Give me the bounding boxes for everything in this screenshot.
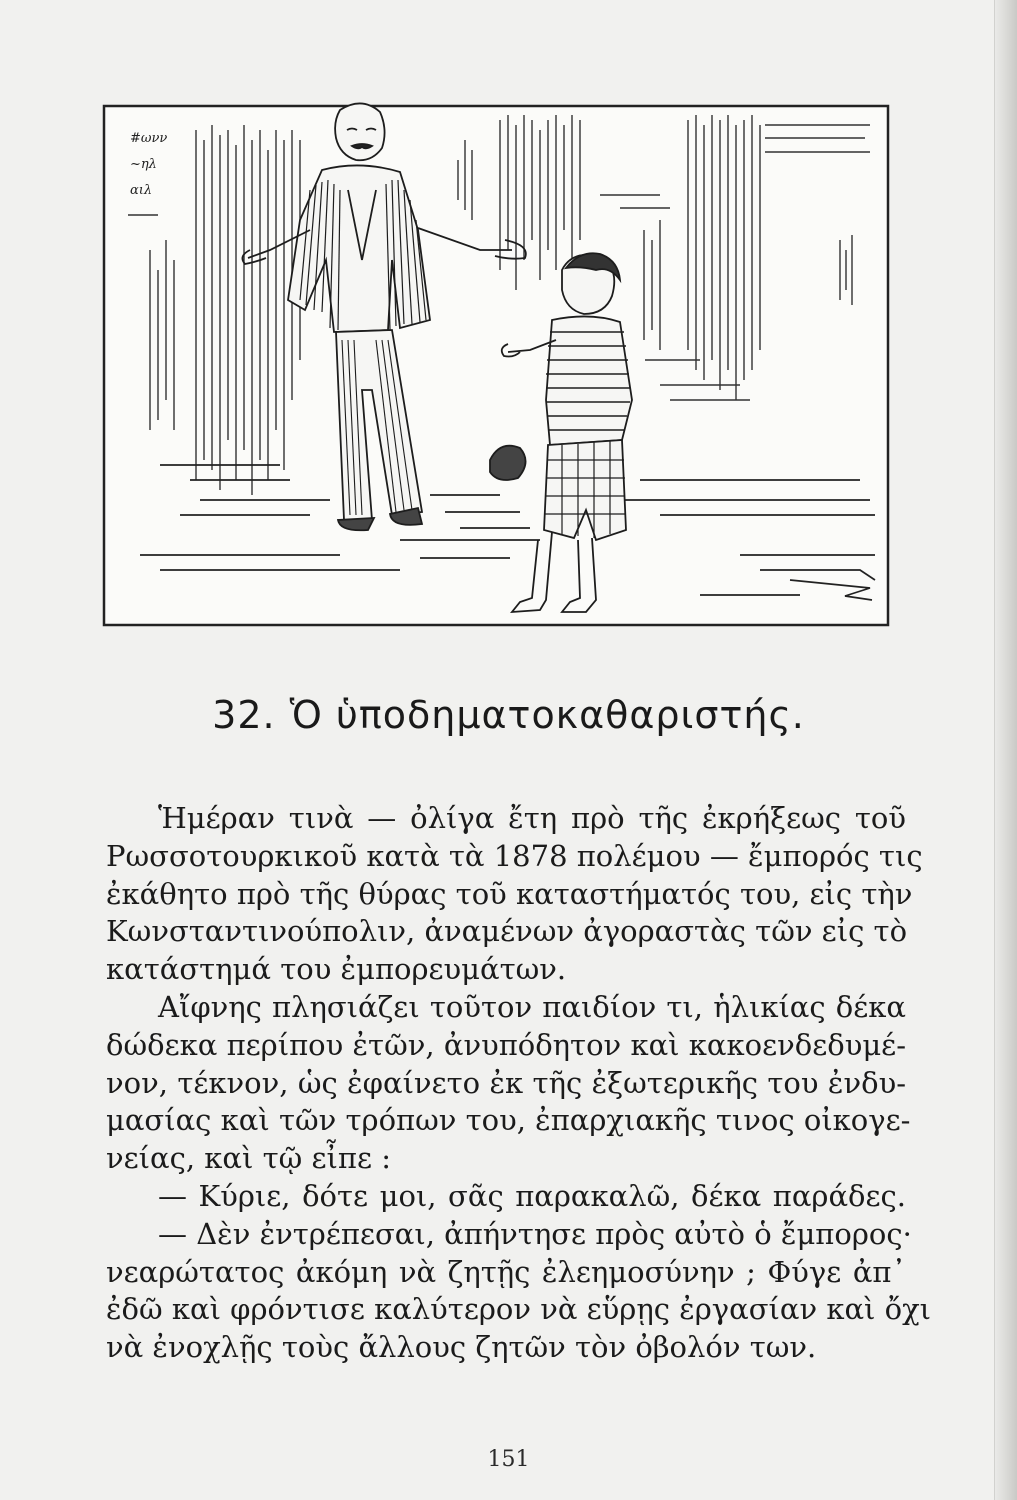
text-line: μασίας καὶ τῶν τρόπων του, ἐπαρχιακῆς τινος οἰκογε- — [106, 1103, 911, 1138]
wall-sign-line: ~ηλ — [130, 157, 157, 172]
illustration-drawing — [100, 100, 895, 630]
text-line: — Δὲν ἐντρέπεσαι, ἀπήντησε πρὸς αὐτὸ ὁ ἔμπορος· — [158, 1216, 912, 1251]
page-edge — [994, 0, 1017, 1500]
wall-sign-line: #ωνν — [130, 131, 168, 146]
text-line: κατάστημά του ἐμπορευμάτων. — [106, 952, 567, 987]
page-number: 151 — [487, 1447, 530, 1472]
body-text — [106, 800, 932, 1367]
text-line: δώδεκα περίπου ἐτῶν, ἀνυπόδητον καὶ κακοενδεδυμέ- — [106, 1027, 906, 1062]
text-line: Ἡμέραν τινὰ — ὀλίγα ἔτη πρὸ τῆς ἐκρήξεως τοῦ — [158, 801, 906, 835]
illustration-merchant-and-boy — [100, 100, 895, 630]
text-line: νον, τέκνον, ὡς ἐφαίνετο ἐκ τῆς ἐξωτερικῆς του ἐνδυ- — [106, 1065, 906, 1100]
chapter-title — [0, 693, 1017, 737]
illustration-frame — [104, 106, 888, 625]
text-line: ἐκάθητο πρὸ τῆς θύρας τοῦ καταστήματός του, εἰς τὴν — [106, 876, 913, 911]
text-line: Κωνσταντινούπολιν, ἀναμένων ἀγοραστὰς τῶν εἰς τὸ — [106, 914, 908, 949]
chapter-number: 32. — [212, 693, 276, 737]
wall-sign-line: αιλ — [130, 183, 153, 198]
text-line: Ρωσσοτουρκικοῦ κατὰ τὰ 1878 πολέμου — ἔμπορός τις — [106, 838, 923, 873]
chapter-title-text: Ὁ ὑποδηματοκαθαριστής. — [289, 693, 805, 737]
text-line: νείας, καὶ τῷ εἶπε : — [106, 1141, 391, 1176]
text-line: νεαρώτατος ἀκόμη νὰ ζητῇς ἐλεημοσύνην ; Φύγε ἀπ᾽ — [106, 1254, 906, 1289]
text-line: ἐδῶ καὶ φρόντισε καλύτερον νὰ εὕρῃς ἐργασίαν καὶ ὄχι — [106, 1292, 932, 1327]
text-line: Αἴφνης πλησιάζει τοῦτον παιδίον τι, ἡλικίας δέκα — [158, 989, 906, 1024]
text-line: — Κύριε, δότε μοι, σᾶς παρακαλῶ, δέκα παράδες. — [158, 1178, 906, 1213]
text-line: νὰ ἐνοχλῇς τοὺς ἄλλους ζητῶν τὸν ὀβολόν των. — [106, 1330, 817, 1365]
